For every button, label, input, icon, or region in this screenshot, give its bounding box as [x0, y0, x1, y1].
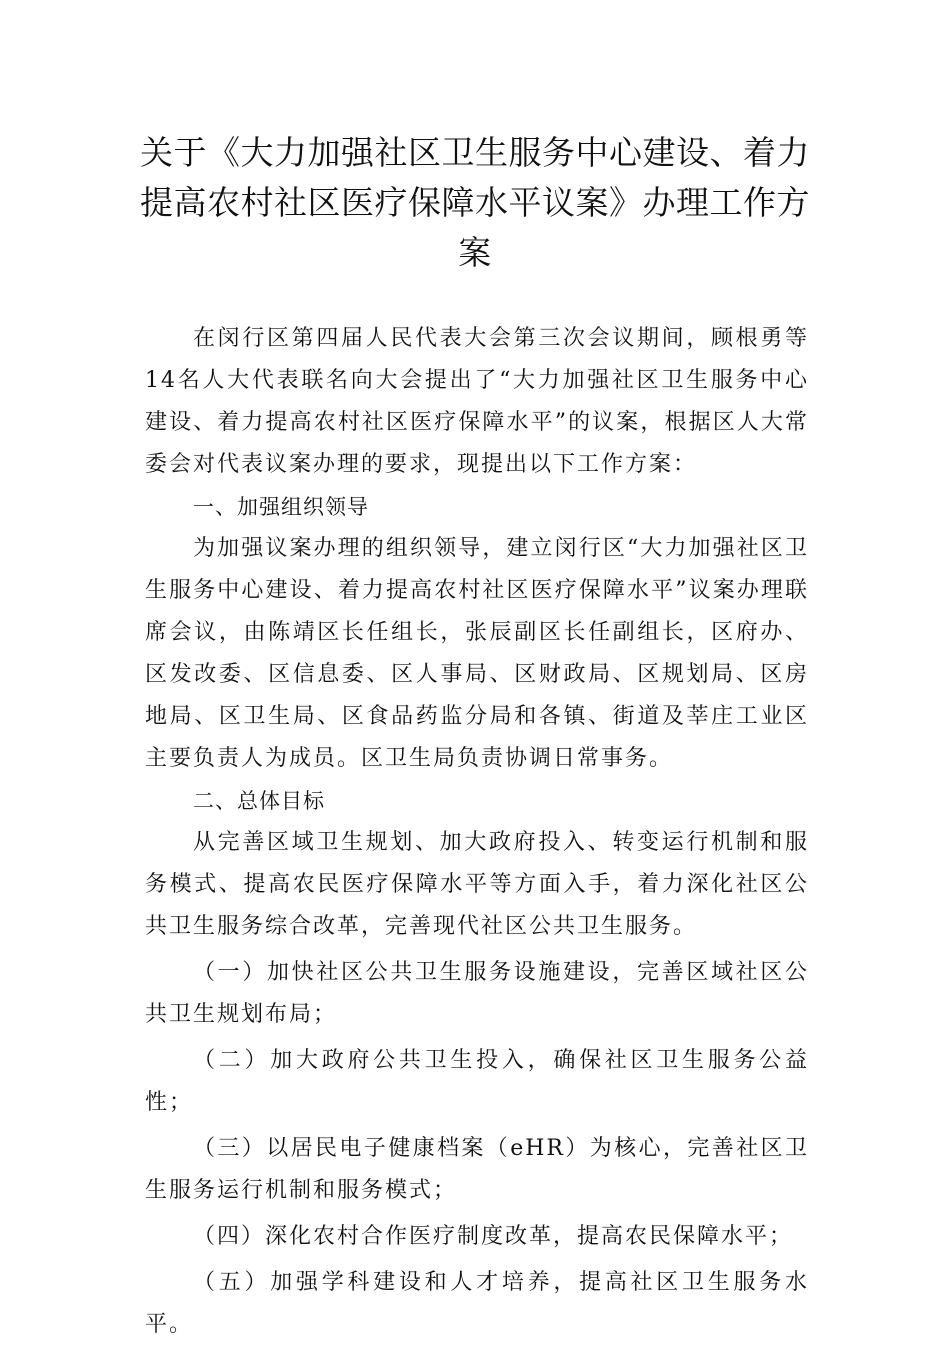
title-line-1: 关于《大力加强社区卫生服务中心建设、着力: [140, 133, 810, 172]
goal-item-5: （五）加强学科建设和人才培养，提高社区卫生服务水平。: [145, 1270, 809, 1337]
title-line-2: 提高农村社区医疗保障水平议案》办理工作方: [140, 183, 810, 222]
title-line-3: 案: [458, 233, 492, 272]
document-body: [145, 318, 809, 1346]
document-title: [120, 128, 830, 278]
section-2-paragraph: 从完善区域卫生规划、加大政府投入、转变运行机制和服务模式、提高农民医疗保障水平等方面入手，着力深化社区公共卫生服务综合改革，完善现代社区公共卫生服务。: [145, 830, 809, 939]
goal-item-1: （一）加快社区公共卫生服务设施建设，完善区域社区公共卫生规划布局；: [145, 960, 809, 1027]
section-1-heading: 一、加强组织领导: [193, 495, 369, 519]
intro-paragraph: 在闵行区第四届人民代表大会第三次会议期间，顾根勇等14名人大代表联名向大会提出了“大力加强社区卫生服务中心建设、着力提高农村社区医疗保障水平”的议案，根据区人大常委会对代表议案办理的要求，现提出以下工作方案：: [145, 326, 809, 477]
goal-item-3: （三）以居民电子健康档案（eHR）为核心，完善社区卫生服务运行机制和服务模式；: [145, 1136, 809, 1203]
section-1-paragraph: 为加强议案办理的组织领导，建立闵行区“大力加强社区卫生服务中心建设、着力提高农村社区医疗保障水平”议案办理联席会议，由陈靖区长任组长，张辰副区长任副组长，区府办、区发改委、区信息委、区人事局、区财政局、区规划局、区房地局、区卫生局、区食品药监分局和各镇、街道及莘庄工业区主要负责人为成员。区卫生局负责协调日常事务。: [145, 536, 809, 771]
goal-item-4: （四）深化农村合作医疗制度改革，提高农民保障水平；: [193, 1224, 794, 1249]
section-2-heading: 二、总体目标: [193, 789, 325, 813]
goal-item-2: （二）加大政府公共卫生投入，确保社区卫生服务公益性；: [145, 1048, 809, 1115]
